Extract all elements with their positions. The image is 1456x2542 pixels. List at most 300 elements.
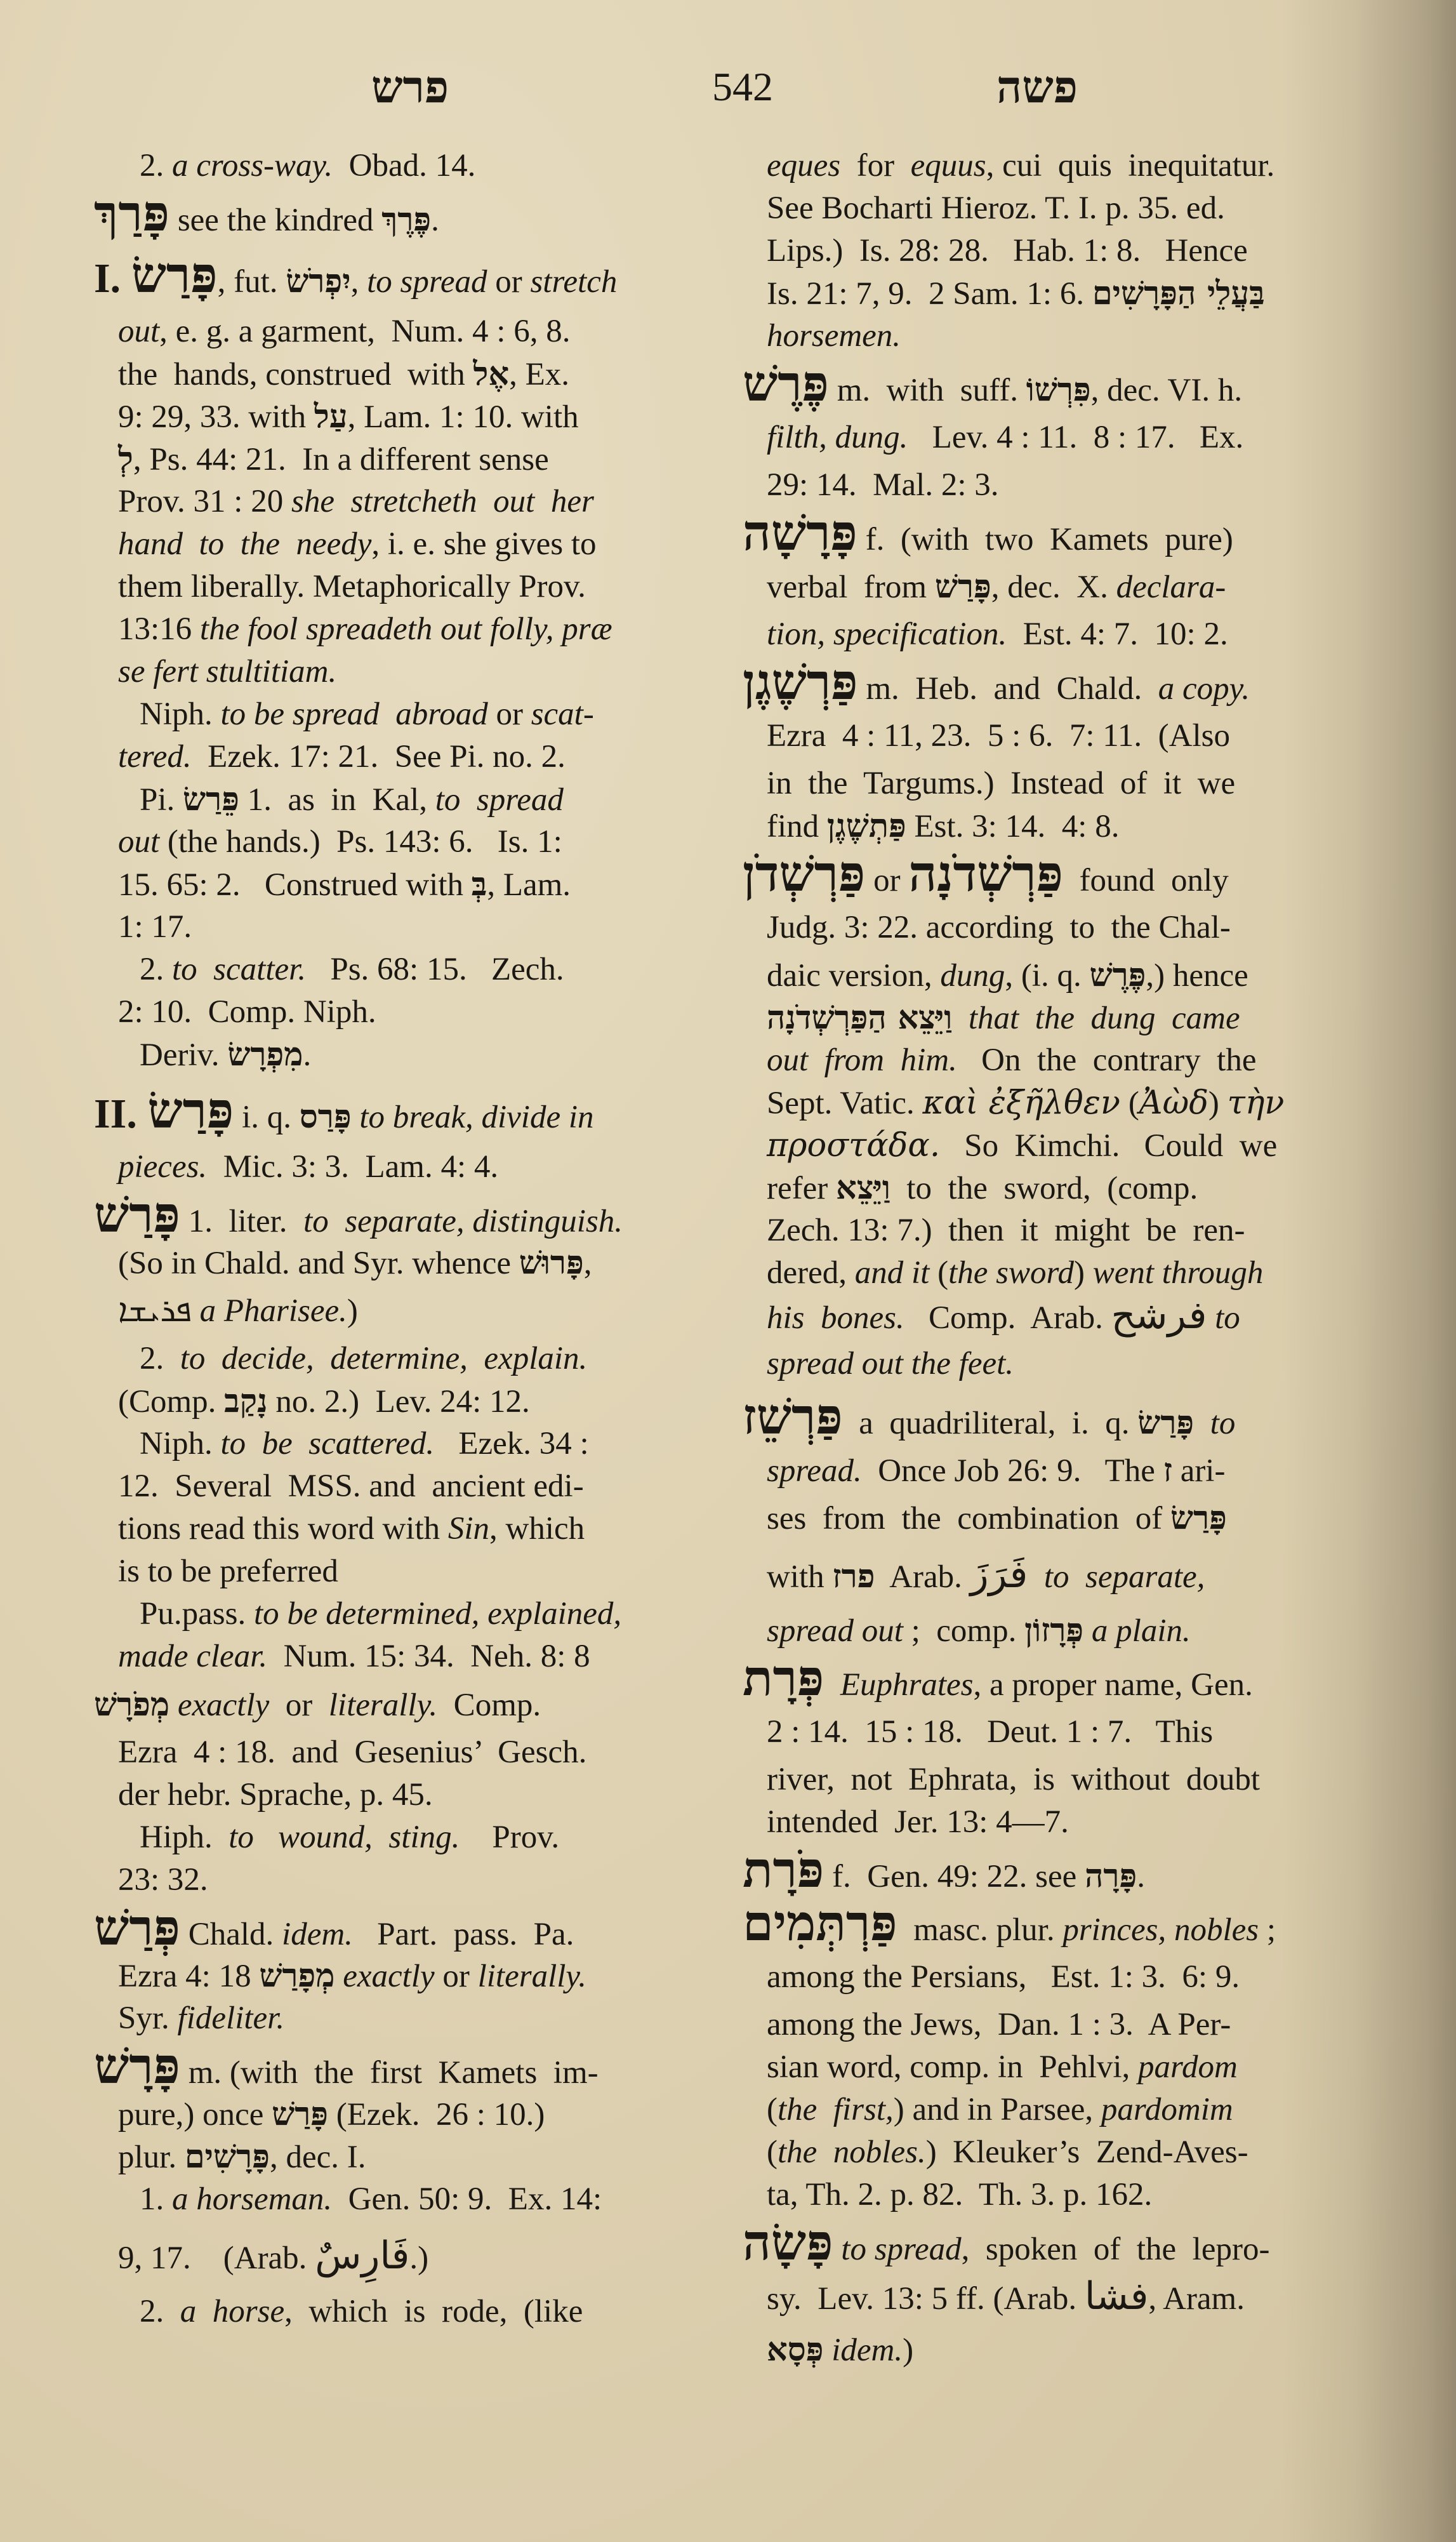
text: i. q. <box>234 1100 300 1135</box>
text-line <box>743 613 1403 656</box>
hebrew-headword: פַּרְשְׁדֹן <box>743 845 866 903</box>
italic-text: to be scattered. <box>220 1426 435 1461</box>
italic-text: made clear. <box>118 1639 268 1674</box>
text: Gen. 50: 9. Ex. 14: <box>332 2181 602 2217</box>
text: 9, 17. (Arab. <box>118 2240 315 2276</box>
italic-text: that the dung came <box>968 1001 1240 1036</box>
text: ses from the combination of <box>767 1501 1170 1536</box>
text: no. 2.) Lev. 24: 12. <box>267 1384 530 1420</box>
text: plur. <box>118 2139 185 2175</box>
text-line <box>94 1550 729 1593</box>
hebrew-word: פֶּרֶךְ <box>381 201 432 239</box>
greek-text: τὴν <box>1227 1084 1285 1122</box>
italic-text: out <box>118 314 160 349</box>
italic-text: to separate, distinguish. <box>303 1204 623 1239</box>
text-line <box>94 693 729 736</box>
text: ta, Th. 2. p. 82. Th. 3. p. 162. <box>767 2177 1153 2213</box>
text-line <box>94 1423 729 1465</box>
hebrew-headword: פַּרְשֵׁז <box>743 1388 843 1446</box>
text-line <box>94 241 729 310</box>
text: intended Jer. 13: 4—7. <box>767 1804 1069 1840</box>
text-line <box>94 948 729 991</box>
text: Judg. 3: 22. according to the Chal- <box>767 910 1231 945</box>
text: 1: 17. <box>118 909 192 945</box>
text: der hebr. Sprache, p. 45. <box>118 1777 433 1813</box>
italic-text: tion, specification. <box>767 616 1007 652</box>
hebrew-word: פַּתְשֶׁגֶן <box>826 807 906 845</box>
text: Comp. Arab. <box>904 1300 1111 1336</box>
text: Num. 15: 34. Neh. 8: 8 <box>267 1639 590 1674</box>
text-line <box>94 1380 729 1423</box>
text: 29: 14. Mal. 2: 3. <box>767 467 999 503</box>
text-line <box>94 1593 729 1635</box>
text: f. (with two Kamets pure) <box>857 522 1233 557</box>
hebrew-word: פָּרוּשׁ <box>519 1244 584 1282</box>
hebrew-headword: פָּרָשׁ <box>94 2037 180 2095</box>
text: , dec. X. <box>991 569 1116 605</box>
text: find <box>767 809 827 844</box>
text: Obad. 14. <box>333 148 476 183</box>
italic-text: a horse <box>180 2294 285 2329</box>
text: Arab. <box>875 1559 970 1595</box>
text: Niph. <box>140 1426 221 1461</box>
text: (Comp. <box>118 1384 225 1420</box>
text-line <box>743 1950 1403 2004</box>
text: 2. <box>140 952 172 987</box>
text: is to be preferred <box>118 1554 338 1589</box>
text-line <box>94 2178 729 2221</box>
hebrew-word: יִפְרֹשׂ <box>286 262 351 300</box>
italic-text: exactly <box>177 1687 270 1723</box>
italic-text: to decide, determine, explain. <box>180 1341 588 1376</box>
text-line <box>743 2216 1403 2270</box>
arabic-word: فَارِسٌ <box>315 2233 410 2278</box>
text: ; comp. <box>903 1613 1025 1649</box>
text-line <box>743 1294 1403 1337</box>
text: , dec. VI. h. <box>1090 373 1243 408</box>
italic-text: the fool spreadeth out folly, præ <box>199 611 612 647</box>
text-line <box>743 357 1403 411</box>
text-line <box>743 954 1403 997</box>
text: Deriv. <box>140 1037 228 1073</box>
text: m. (with the first Kamets im- <box>180 2055 599 2091</box>
hebrew-word: וַיֵּצֵא הַפַּרְשְׁדֹנָה <box>767 999 953 1037</box>
italic-text: eques <box>767 148 841 183</box>
text: So Kimchi. Could we <box>940 1128 1278 1164</box>
hebrew-headword: פָּרַשׂ <box>131 246 218 304</box>
text: 23: 32. <box>118 1862 208 1898</box>
text: Syr. <box>118 2000 178 2036</box>
text: See Bocharti Hieroz. T. I. p. 35. ed. <box>767 190 1225 226</box>
text: or <box>487 264 531 300</box>
text-line <box>743 2270 1403 2323</box>
hebrew-word: פרז <box>832 1557 875 1595</box>
hebrew-word: פְּרָזוֹן <box>1024 1611 1084 1649</box>
text: , <box>583 1246 592 1281</box>
italic-text: to scatter. <box>172 952 307 987</box>
text: ) <box>903 2332 914 2368</box>
italic-text: to <box>1210 1406 1236 1441</box>
text: sian word, comp. in Pehlvi, <box>767 2049 1139 2085</box>
text: Ezra 4 : 18. and Gesenius’ Gesch. <box>118 1734 587 1770</box>
text-line <box>94 2291 729 2333</box>
hebrew-word: מְפָרַשׁ <box>259 1957 335 1995</box>
text-line <box>743 2174 1403 2216</box>
text: m. Heb. and Chald. <box>857 671 1158 707</box>
text-line <box>743 901 1403 954</box>
text <box>824 1658 840 1712</box>
text-line <box>743 762 1403 805</box>
italic-text: a horseman. <box>172 2181 333 2217</box>
text: Part. pass. Pa. <box>352 1917 574 1952</box>
italic-text: a cross-way. <box>172 148 333 183</box>
text-line <box>94 2221 729 2291</box>
text <box>334 1955 343 1998</box>
text: among the Jews, Dan. 1 : 3. A Per- <box>767 2007 1231 2042</box>
text: 2: 10. Comp. Niph. <box>118 994 376 1030</box>
hebrew-word: פְּסָא <box>767 2331 824 2369</box>
text: ; <box>1259 1912 1276 1948</box>
sense-numeral: II. <box>94 1091 148 1137</box>
text: , <box>350 264 367 300</box>
text-line <box>743 1167 1403 1209</box>
page-number: 542 <box>712 64 773 109</box>
text <box>169 1679 178 1732</box>
text: dered, <box>767 1255 855 1291</box>
italic-text: to spread <box>435 782 564 818</box>
hebrew-word: פָּרָה <box>1085 1857 1137 1895</box>
text <box>352 1082 360 1152</box>
hebrew-word: נָקַב <box>224 1382 268 1420</box>
hebrew-headword: פַּרְשֶׁגֶן <box>743 653 858 711</box>
text: . <box>431 203 439 238</box>
text-line <box>743 1841 1403 1899</box>
hebrew-word: פָּרַשׁ <box>272 2095 329 2133</box>
text-line <box>743 187 1403 230</box>
hebrew-word: פָּרָשִׁים <box>184 2138 270 2176</box>
hebrew-word: וַיֵּצֵא <box>835 1169 890 1207</box>
text-line <box>94 991 729 1034</box>
italic-text: a Pharisee. <box>199 1293 347 1329</box>
text-line <box>94 1076 729 1146</box>
text <box>952 997 969 1040</box>
text-line <box>743 1649 1403 1707</box>
hebrew-headword: פָּרַשׁ <box>94 1186 180 1244</box>
text: Comp. <box>437 1687 541 1723</box>
hebrew-word: פֶּרֶשׁ <box>1089 956 1146 994</box>
italic-text: spread out the feet. <box>767 1346 1014 1381</box>
hebrew-headword: פָּרָשָׁה <box>743 504 857 562</box>
italic-text: equus <box>910 148 986 183</box>
text: 2. <box>140 148 172 183</box>
text-line <box>743 504 1403 562</box>
italic-text: to break, divide in <box>359 1100 594 1135</box>
text-line <box>94 1997 729 2040</box>
italic-text: to spread <box>367 264 487 300</box>
text: m. with suff. <box>828 373 1026 408</box>
italic-text: tered. <box>118 739 192 775</box>
text-line <box>94 1465 729 1508</box>
hebrew-word: ז <box>1163 1451 1172 1489</box>
text <box>1194 1397 1210 1450</box>
arabic-word: فرشح <box>1111 1293 1207 1338</box>
italic-text: to wound, sting. <box>228 1820 460 1855</box>
running-head-left-word: פרש <box>371 60 449 113</box>
text <box>192 1284 200 1338</box>
hebrew-word: פִּרְשׁוֹ <box>1026 371 1091 409</box>
text: , spoken of the lepro- <box>961 2232 1270 2267</box>
text: (Ezek. 26 : 10.) <box>328 2097 545 2133</box>
italic-text: dung <box>940 958 1005 994</box>
text: 2. <box>140 2294 180 2329</box>
text: ( <box>767 2092 778 2127</box>
text-line <box>94 651 729 693</box>
text-line <box>743 1252 1403 1294</box>
hebrew-word: פָּרַשׂ <box>1170 1499 1227 1537</box>
text: Hiph. <box>140 1820 229 1855</box>
italic-text: and it <box>854 1255 930 1291</box>
italic-text: spread out <box>767 1613 903 1649</box>
text: ( <box>929 1255 949 1291</box>
hebrew-headword: פָּרַשׂ <box>147 1082 234 1140</box>
text: Is. 21: 7, 9. 2 Sam. 1: 6. <box>767 276 1092 312</box>
text-line <box>743 845 1403 903</box>
text: , Lam. <box>487 867 571 903</box>
text: , a proper name, Gen. <box>973 1667 1253 1703</box>
left-column <box>94 145 729 2333</box>
italic-text: hand to the needy <box>118 526 372 562</box>
text-line <box>743 1801 1403 1844</box>
text: tions read this word with <box>118 1511 448 1547</box>
text: ari- <box>1172 1453 1226 1489</box>
text-line <box>743 230 1403 272</box>
text-line <box>743 145 1403 187</box>
text: ) <box>1073 1255 1093 1291</box>
text-line <box>94 2037 729 2095</box>
text-line <box>94 906 729 948</box>
text: Ezra 4: 18 <box>118 1959 260 1994</box>
italic-text: declara- <box>1116 569 1226 605</box>
hebrew-headword: פַּרְשְׁדֹנָה <box>908 845 1064 903</box>
italic-text: idem. <box>282 1917 353 1952</box>
hebrew-word: בַּעֲלֵי הַפָּרָשִׁים <box>1092 274 1265 312</box>
hebrew-headword: פְּרָת <box>743 1649 824 1707</box>
text-line <box>94 1678 729 1731</box>
text: Ezek. 34 : <box>434 1426 589 1461</box>
text: Chald. <box>180 1917 282 1952</box>
text: . <box>303 1037 312 1073</box>
italic-text: spread. <box>767 1453 862 1489</box>
arabic-word: فَرَزَ <box>970 1552 1028 1597</box>
text: refer <box>767 1171 836 1206</box>
text-line <box>94 1338 729 1380</box>
text-line <box>94 2093 729 2136</box>
text-line <box>743 1759 1403 1801</box>
text: or <box>865 863 909 898</box>
text-line <box>94 1188 729 1242</box>
italic-text: fideliter. <box>177 2000 285 2036</box>
text: Est. 3: 14. 4: 8. <box>906 809 1120 844</box>
text-line <box>743 2323 1403 2376</box>
text-line <box>94 1731 729 1774</box>
text-line <box>743 2046 1403 2089</box>
greek-text: καὶ ἐξῆλθεν <box>922 1084 1121 1122</box>
text-line <box>743 315 1403 357</box>
italic-text: idem. <box>831 2332 903 2368</box>
text: 2 : 14. 15 : 18. Deut. 1 : 7. This <box>767 1714 1214 1750</box>
text: with <box>767 1559 833 1595</box>
text-line <box>743 1039 1403 1082</box>
text-line <box>743 805 1403 848</box>
text-line <box>94 608 729 651</box>
text: daic version, <box>767 958 941 994</box>
text: in the Targums.) Instead of it we <box>767 766 1236 801</box>
italic-text: literally. <box>328 1687 438 1723</box>
hebrew-headword: פֹּרָת <box>743 1841 824 1899</box>
text <box>1028 1542 1044 1612</box>
text-line <box>743 997 1403 1039</box>
text-line <box>94 145 729 187</box>
text-line <box>94 1816 729 1859</box>
text-line <box>94 2136 729 2178</box>
hebrew-headword: פְּרַשׁ <box>94 1899 180 1957</box>
text: Prov. 31 : 20 <box>118 484 291 519</box>
italic-text: filth, dung. <box>767 420 908 455</box>
text: On the contrary the <box>956 1042 1257 1078</box>
text-line <box>743 1444 1403 1497</box>
italic-text: the sword <box>948 1255 1074 1291</box>
text: , Aram. <box>1148 2281 1245 2317</box>
italic-text: exactly <box>343 1959 435 1994</box>
text: f. Gen. 49: 22. see <box>824 1859 1085 1894</box>
text: a quadriliteral, i. q. <box>842 1406 1138 1441</box>
text-line <box>94 1034 729 1076</box>
text: Sept. Vatic. <box>767 1086 923 1121</box>
hebrew-word: בְּ <box>471 865 487 903</box>
text: the hands, construed with <box>118 357 473 392</box>
italic-text: a copy. <box>1158 671 1250 707</box>
hebrew-word: מְפֹרָשׁ <box>94 1686 170 1724</box>
text-line <box>94 396 729 438</box>
text: river, not Ephrata, is without doubt <box>767 1762 1261 1797</box>
italic-text: to be determined, explained, <box>253 1596 622 1632</box>
text: 1. liter. <box>180 1204 304 1239</box>
text: , which <box>489 1511 585 1547</box>
text: .) <box>409 2240 429 2276</box>
italic-text: horsemen. <box>767 318 901 354</box>
text-line <box>94 1774 729 1816</box>
text: pure,) once <box>118 2097 272 2133</box>
italic-text: princes, nobles <box>1062 1912 1259 1948</box>
text: (the hands.) Ps. 143: 6. Is. 1: <box>159 824 562 860</box>
italic-text: to spread <box>841 2232 962 2267</box>
text-line <box>743 560 1403 613</box>
text-line <box>94 438 729 481</box>
text: Pu.pass. <box>140 1596 254 1632</box>
text-line <box>743 1082 1403 1124</box>
italic-text: went through <box>1092 1255 1264 1291</box>
hebrew-word: מִפְרָשׂ <box>227 1035 303 1074</box>
text: Ezra 4 : 11, 23. 5 : 6. 7: 11. (Also <box>767 718 1230 754</box>
hebrew-word: פָּרַשׁ <box>934 568 991 606</box>
italic-text: to be spread abroad <box>220 696 488 732</box>
text-line <box>743 1337 1403 1390</box>
text: ( <box>1120 1086 1139 1121</box>
text: Prov. <box>460 1820 560 1855</box>
text: , Ps. 44: 21. In a different sense <box>133 442 549 477</box>
text: 1. as in Kal, <box>239 782 435 818</box>
text-line <box>94 863 729 906</box>
text: among the Persians, Est. 1: 3. 6: 9. <box>767 1959 1240 1995</box>
text-line <box>743 653 1403 711</box>
text-line <box>94 736 729 778</box>
hebrew-headword: פֶּרֶשׁ <box>743 355 829 413</box>
text: see the kindred <box>169 203 382 238</box>
text-line <box>94 1635 729 1678</box>
hebrew-word: עַל <box>314 397 348 436</box>
text-line <box>94 353 729 396</box>
text: ) <box>347 1293 358 1329</box>
text <box>1083 1610 1092 1653</box>
text-line <box>94 1955 729 1997</box>
italic-text: to separate, <box>1043 1559 1205 1595</box>
italic-text: scat- <box>531 696 594 732</box>
italic-text: pardomim <box>1101 2092 1233 2127</box>
text: verbal from <box>767 569 935 605</box>
text: Lips.) Is. 28: 28. Hab. 1: 8. Hence <box>767 233 1248 269</box>
text: Once Job 26: 9. The <box>861 1453 1163 1489</box>
text-line <box>743 1609 1403 1652</box>
text: Mic. 3: 3. Lam. 4: 4. <box>207 1149 499 1185</box>
text: to the sword, (comp. <box>890 1171 1198 1206</box>
text: or <box>434 1959 478 1994</box>
greek-text: Ἀὼδ <box>1139 1084 1208 1122</box>
text: Lev. 4 : 11. 8 : 17. Ex. <box>908 420 1244 455</box>
text-line <box>743 2089 1403 2131</box>
text-line <box>743 1390 1403 1444</box>
text-line <box>743 1124 1403 1167</box>
text: ) <box>1208 1086 1228 1121</box>
text <box>833 2223 842 2276</box>
hebrew-word: אֶל <box>473 355 510 393</box>
text: , dec. I. <box>269 2139 366 2175</box>
text-line <box>743 1540 1403 1609</box>
italic-text: se fert stultitiam. <box>118 654 337 689</box>
italic-text: his bones. <box>767 1300 904 1336</box>
text: , which is rode, (like <box>284 2294 583 2329</box>
text: or <box>487 696 531 732</box>
hebrew-word: לְ <box>118 440 133 478</box>
text-line <box>743 2004 1403 2046</box>
sense-numeral: I. <box>94 255 131 302</box>
italic-text: out from him. <box>767 1042 957 1078</box>
text-line <box>94 1284 729 1338</box>
running-head-right-word: פשה <box>996 60 1078 113</box>
text-line <box>94 566 729 608</box>
text: 2. <box>140 1341 180 1376</box>
text: sy. Lev. 13: 5 ff. (Arab. <box>767 2281 1085 2317</box>
text: for <box>840 148 911 183</box>
hebrew-word: פָּרַס <box>299 1098 352 1136</box>
greek-text: προστάδα. <box>767 1127 941 1164</box>
text: or <box>269 1687 329 1723</box>
text-line <box>94 821 729 863</box>
italic-text: the nobles. <box>777 2134 926 2170</box>
text: , Ex. <box>509 357 569 392</box>
italic-text: pieces. <box>118 1149 208 1185</box>
text-line <box>743 709 1403 762</box>
hebrew-word: פָּרַשׂ <box>1137 1404 1195 1442</box>
